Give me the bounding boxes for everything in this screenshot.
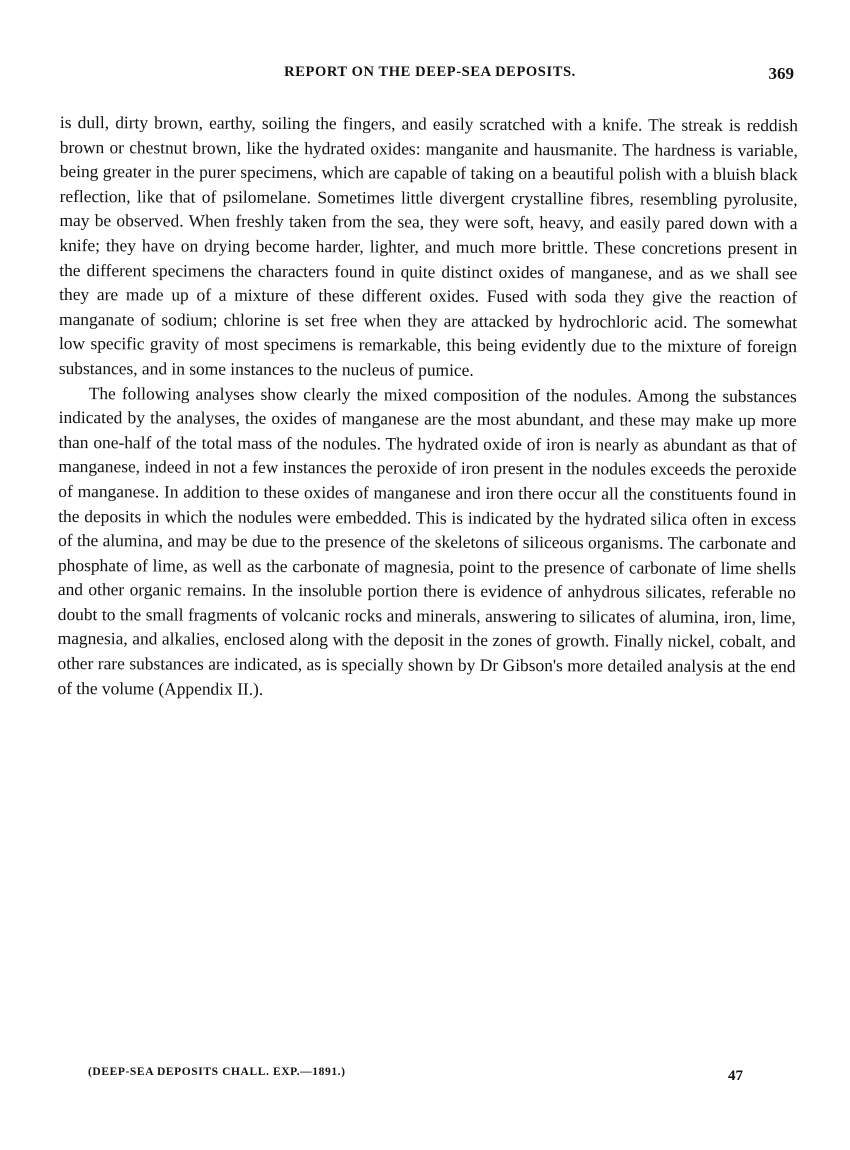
running-title: REPORT ON THE DEEP-SEA DEPOSITS. xyxy=(284,64,576,80)
body-text xyxy=(57,110,798,703)
page-header xyxy=(60,64,800,88)
paragraph-2: The following analyses show clearly the mixed composition of the nodules. Among the substances indicated by the analyses, the oxides of manganese are the most abundant, and these may make up more than one-half of the total mass of the nodules. The hydrated oxide of iron is nearly as abundant as that of manganese, indeed in not a few instances the peroxide of iron present in the nodules exceeds the peroxide of manganese. In addition to these oxides of manganese and iron there occur all the constituents found in the deposits in which the nodules were embedded. This is indicated by the hydrated silica often in excess of the alumina, and may be due to the presence of the skeletons of siliceous organisms. The carbonate and phosphate of lime, as well as the carbonate of magnesia, point to the presence of carbonate of lime shells and other organic remains. In the insoluble portion there is evidence of anhydrous silicates, referable no doubt to the small fragments of volcanic rocks and minerals, answering to silicates of alumina, iron, lime, magnesia, and alkalies, enclosed along with the deposit in the zones of growth. Finally nickel, cobalt, and other rare substances are indicated, as is specially shown by Dr Gibson's more detailed analysis at the end of the volume (Appendix II.). xyxy=(57,382,797,699)
page-number: 369 xyxy=(768,64,794,83)
paragraph-1: is dull, dirty brown, earthy, soiling the fingers, and easily scratched with a knife. The streak is reddish brown or chestnut brown, like the hydrated oxides: manganite and hausmanite. The hardness is variable, being greater in the purer specimens, which are capable of taking on a beautiful polish with a bluish black reflection, like that of psilomelane. Sometimes little divergent crystalline fibres, resembling pyrolusite, may be observed. When freshly taken from the sea, they were soft, heavy, and easily pared down with a knife; they have on drying become harder, lighter, and much more brittle. These concretions present in the different specimens the characters found in quite distinct oxides of manganese, and as we shall see they are made up of a mixture of these different oxides. Fused with soda they give the reaction of manganate of sodium; chlorine is set free when they are attacked by hydrochloric acid. The somewhat low specific gravity of most specimens is remarkable, this being evidently due to the mixture of foreign substances, and in some instances to the nucleus of pumice. xyxy=(58,111,798,380)
footer-signature-number: 47 xyxy=(728,1068,743,1084)
footer-signature: (DEEP-SEA DEPOSITS CHALL. EXP.—1891.) xyxy=(88,1066,346,1078)
